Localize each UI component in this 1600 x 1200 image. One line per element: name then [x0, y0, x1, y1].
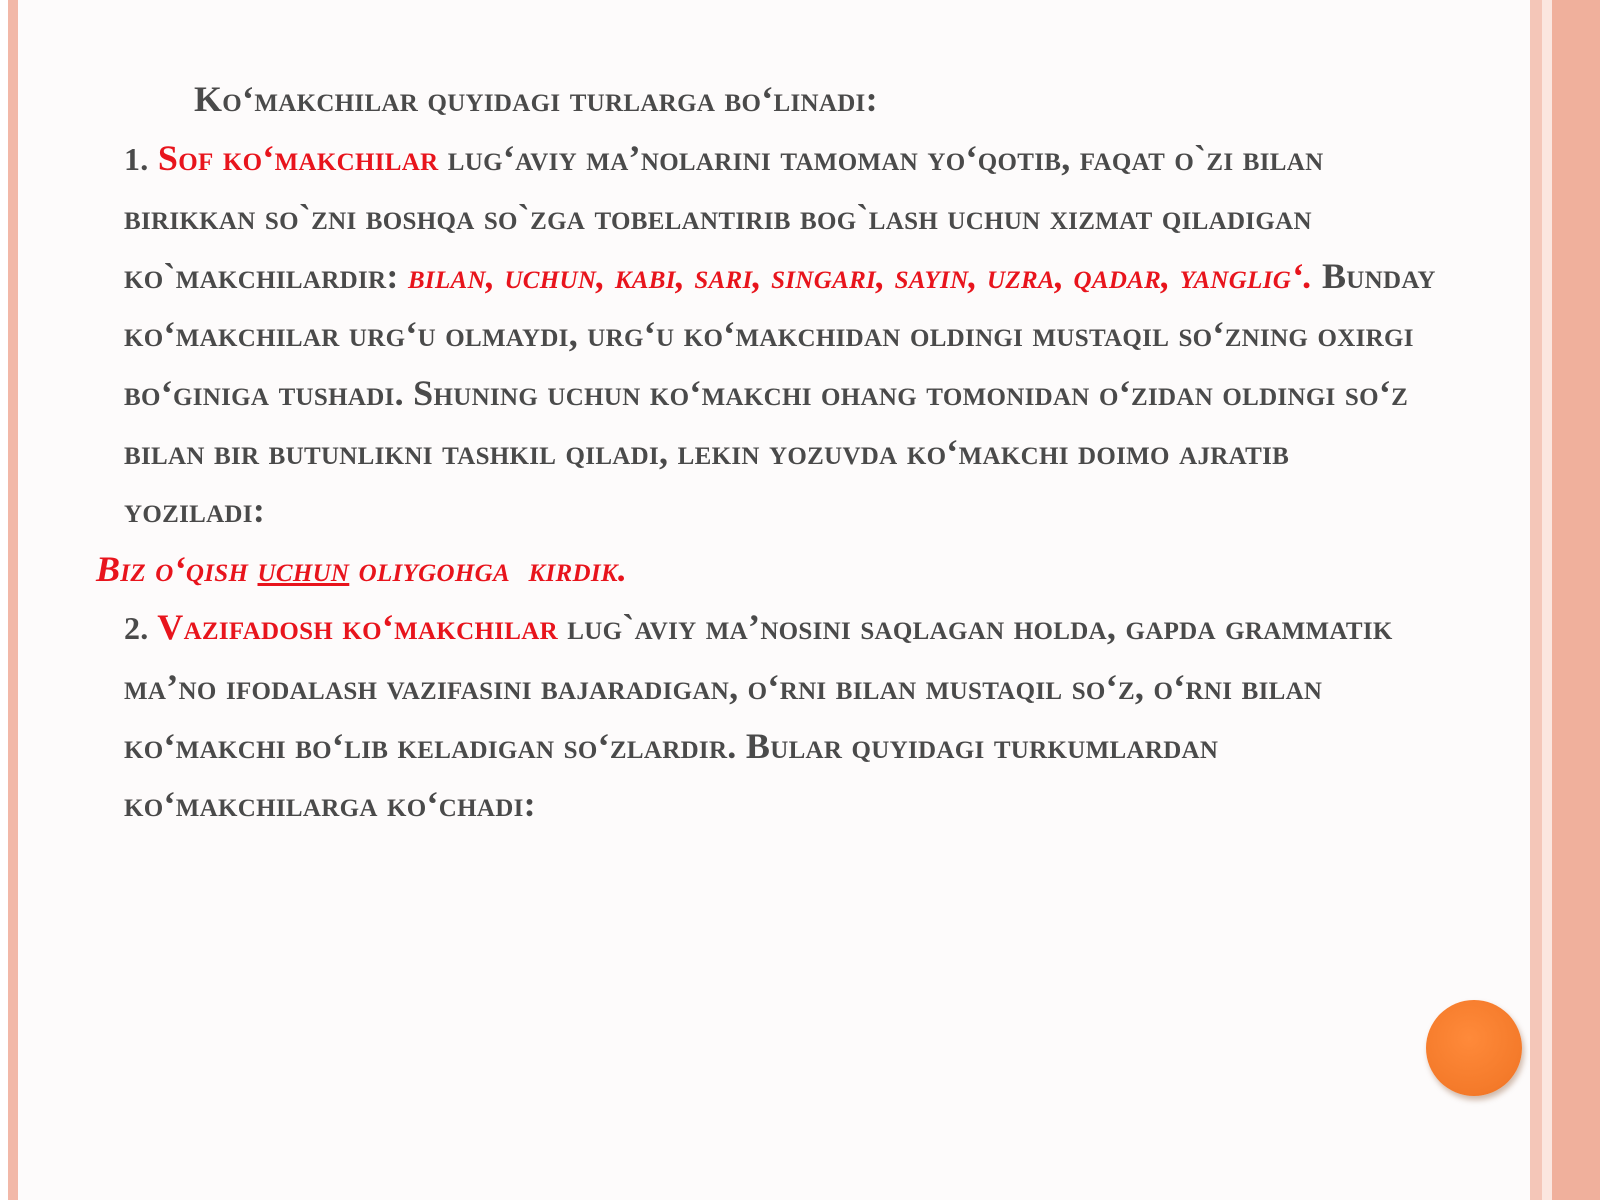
example-sentence-end: oliygohga kirdik.	[358, 548, 628, 589]
section-2-term: Vazifadosh ko‘makchilar	[157, 607, 558, 648]
section-1-number: 1.	[124, 140, 149, 177]
example-sentence-underlined-word: uchun	[257, 548, 350, 589]
slide-title: Ko‘makchilar quyidagi turlarga bo‘linadi:	[194, 79, 878, 119]
section-2-paragraph	[96, 598, 1436, 833]
slide-frame-right-gap	[1542, 0, 1552, 1200]
section-1-term: Sof ko‘makchilar	[157, 137, 439, 178]
section-1-paragraph	[96, 129, 1436, 540]
example-sentence-start: Biz o‘qish	[96, 548, 249, 589]
slide-frame-right-outer	[1552, 0, 1600, 1200]
section-2-definition: lug`aviy ma’nosini saqlagan holda, gapda grammatik ma’no ifodalash vazifasini bajaradigan, o‘rni bilan mustaqil so‘z, o‘rni bilan ko‘makchi bo‘lib keladigan so‘zlardir. Bular quyidagi turkumlardan ko‘makchilarga ko‘chadi:	[124, 607, 1393, 825]
section-2-number: 2.	[124, 610, 149, 647]
section-1-examples: bilan, uchun, kabi, sari, singari, sayin, uzra, qadar, yanglig‘.	[407, 255, 1313, 296]
example-sentence	[96, 540, 1436, 599]
slide-frame-right-inner	[1530, 0, 1542, 1200]
slide-frame-left	[8, 0, 18, 1200]
section-1-definition: lug‘aviy ma’nolarini tamoman yo‘qotib, faqat o`zi bilan birikkan so`zni boshqa so`zga tobelantirib bog`lash uchun xizmat qiladigan ko`makchilardir:	[124, 137, 1324, 296]
section-1-explanation: Bunday ko‘makchilar urg‘u olmaydi, urg‘u ko‘makchidan oldingi mustaqil so‘zning oxirgi bo‘giniga tushadi. Shuning uchun ko‘makchi ohang tomonidan o‘zidan oldingi so‘z bilan bir butunlikni tashkil qiladi, lekin yozuvda ko‘makchi doimo ajratib yoziladi:	[124, 255, 1436, 531]
orange-circle-decoration	[1426, 1000, 1522, 1096]
slide-body	[96, 70, 1436, 834]
